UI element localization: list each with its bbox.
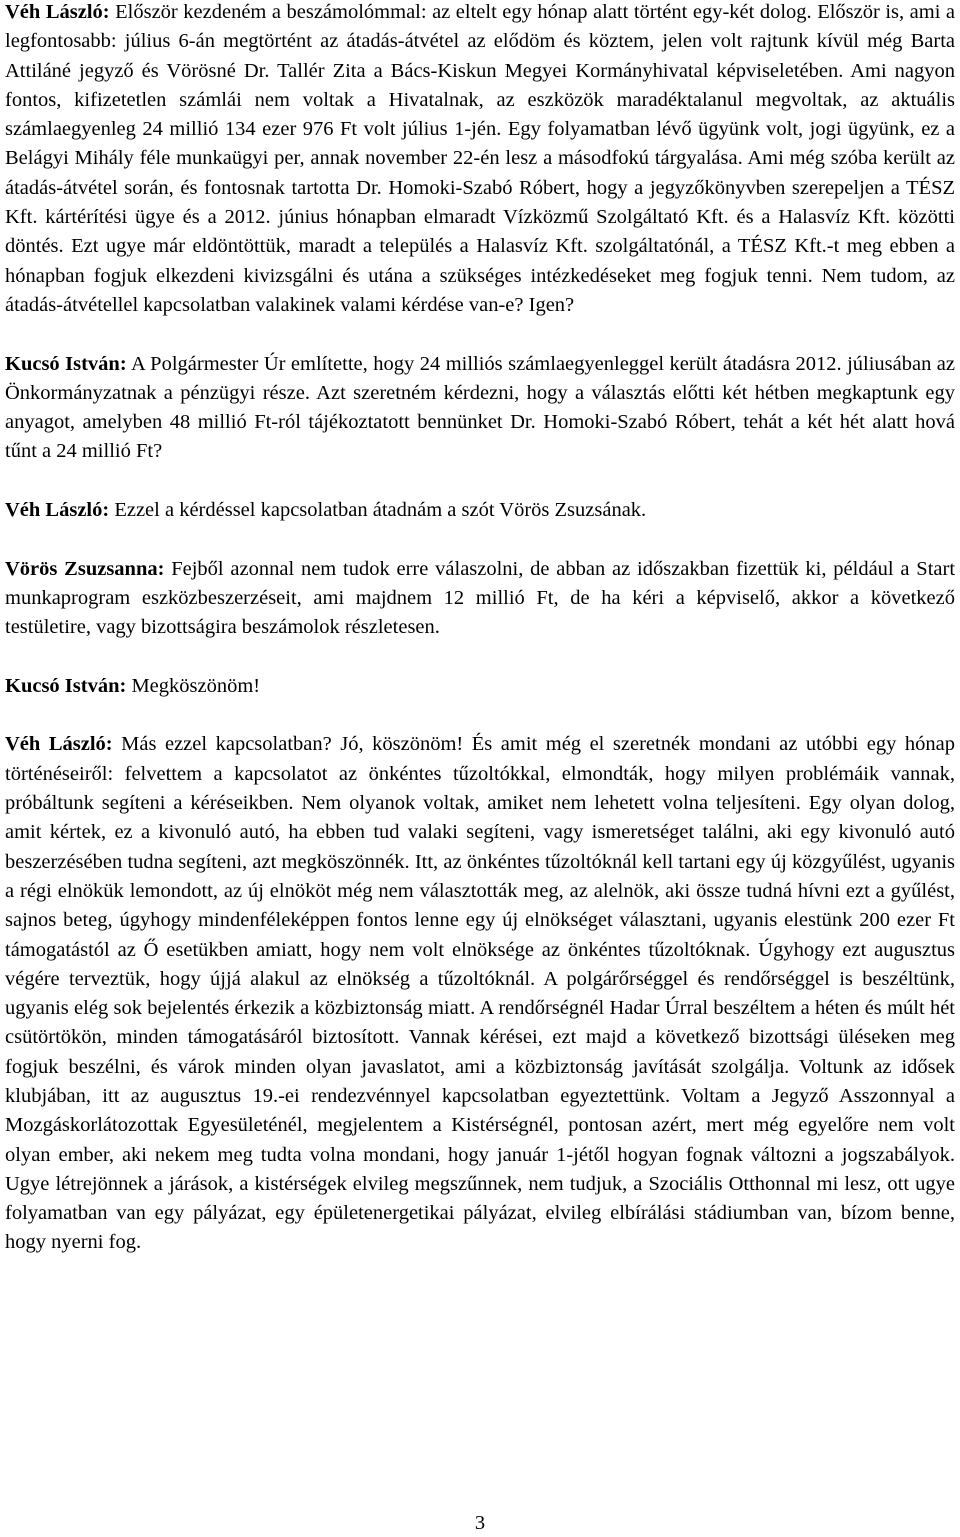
paragraph-4 — [5, 555, 955, 643]
paragraph-text: A Polgármester Úr említette, hogy 24 milliós számlaegyenleggel került átadásra 2012. júliusában az Önkormányzatnak a pénzügyi része. Azt szeretném kérdezni, hogy a választás előtti két hétben megkaptunk egy anyagot, amelyben 48 millió Ft-ról tájékoztatott bennünket Dr. Homoki-Szabó Róbert, tehát a két hét alatt hová tűnt a 24 millió Ft? — [5, 352, 956, 463]
speaker-name: Kucsó István: — [5, 674, 127, 697]
paragraph-text: Fejből azonnal nem tudok erre válaszolni, de abban az időszakban fizettük ki, például a Start munkaprogram eszközbeszerzéseit, ami majdnem 12 millió Ft, de ha kéri a képviselő, akkor a következő testületire, vagy bizottságira beszámolok részletesen. — [5, 557, 956, 639]
paragraph-text: Megköszönöm! — [131, 674, 261, 697]
document-page — [5, 0, 955, 1287]
paragraph-3 — [5, 496, 955, 525]
speaker-name: Véh László: — [5, 1, 110, 23]
speaker-name: Kucsó István: — [5, 352, 127, 375]
page-number: 3 — [474, 1512, 486, 1534]
paragraph-6 — [5, 730, 955, 1257]
paragraph-text: Ezzel a kérdéssel kapcsolatban átadnám a szót Vörös Zsuzsának. — [114, 499, 647, 522]
speaker-name: Véh László: — [5, 733, 113, 756]
paragraph-2 — [5, 350, 955, 467]
paragraph-text: Először kezdeném a beszámolómmal: az eltelt egy hónap alatt történt egy-két dolog. Először is, ami a legfontosabb: július 6-án megtörtént az átadás-átvétel az elődöm és köztem, jelen volt rajtunk kívül még Barta Attiláné jegyző és Vörösné Dr. Tallér Zita a Bács-Kiskun Megyei Kormányhivatal képviseletében. Ami nagyon fontos, kifizetetlen számlái nem voltak a Hivatalnak, az eszközök maradéktalanul megvoltak, az aktuális számlaegyenleg 24 millió 134 ezer 976 Ft volt július 1-jén. Egy folyamatban lévő ügyünk volt, jogi ügyünk, ez a Belágyi Mihály féle munkaügyi per, annak november 22-én lesz a másodfokú tárgyalása. Ami még szóba került az átadás-átvétel során, és fontosnak tartotta Dr. Homoki-Szabó Róbert, hogy a jegyzőkönyvben szerepeljen a TÉSZ Kft. kártérítési ügye és a 2012. június hónapban elmaradt Vízközmű Szolgáltató Kft. és a Halasvíz Kft. közötti döntés. Ezt ugye már eldöntöttük, maradt a település a Halasvíz Kft. szolgáltatónál, a TÉSZ Kft.-t meg ebben a hónapban fogjuk elkezdeni kivizsgálni és utána a szükséges intézkedéseket meg fogjuk tenni. Nem tudom, az átadás-átvétellel kapcsolatban valakinek valami kérdése van-e? Igen? — [5, 1, 956, 316]
speaker-name: Vörös Zsuzsanna: — [5, 557, 165, 580]
paragraph-5 — [5, 672, 955, 701]
paragraph-1 — [5, 0, 955, 320]
speaker-name: Véh László: — [5, 499, 110, 522]
paragraph-text: Más ezzel kapcsolatban? Jó, köszönöm! És amit még el szeretnék mondani az utóbbi egy hónap történéseiről: felvettem a kapcsolatot az önkéntes tűzoltókkal, elmondták, hogy milyen problémáik vannak, próbáltunk segíteni a kéréseikben. Nem olyanok voltak, amiket nem lehetett volna teljesíteni. Egy olyan dolog, amit kértek, ez a kivonuló autó, ha ebben tud valaki segíteni, vagy ismeretséget találni, aki egy kivonuló autó beszerzésében tudna segíteni, azt megköszönnék. Itt, az önkéntes tűzoltóknál kell tartani egy új közgyűlést, ugyanis a régi elnökük lemondott, az új elnököt még nem választották meg, az alelnök, aki össze tudná hívni ezt a gyűlést, sajnos beteg, úgyhogy mindenféleképpen fontos lenne egy új elnökséget választani, ugyanis elestünk 200 ezer Ft támogatástól az Ő esetükben amiatt, hogy nem volt elnöksége az önkéntes tűzoltóknak. Úgyhogy ezt augusztus végére terveztük, hogy újjá alakul az elnökség a tűzoltóknál. A polgárőrséggel és rendőrséggel is beszéltünk, ugyanis elég sok bejelentés érkezik a közbiztonság miatt. A rendőrségnél Hadar Úrral beszéltem a héten és múlt hét csütörtökön, minden támogatásáról biztosított. Vannak kérései, ezt majd a következő bizottsági üléseken meg fogjuk beszélni, és várok minden olyan javaslatot, ami a közbiztonság javítását szolgálja. Voltunk az idősek klubjában, itt az augusztus 19.-ei rendezvénnyel kapcsolatban egyeztettünk. Voltam a Jegyző Asszonnyal a Mozgáskorlátozottak Egyesületénél, megjelentem a Kistérségnél, pontosan azért, mert még egyelőre nem volt olyan ember, aki nekem meg tudta volna mondani, hogy január 1-jétől hogyan fognak változni a jogszabályok. Ugye létrejönnek a járások, a kistérségek elvileg megszűnnek, nem tudjuk, a Szociális Otthonnal mi lesz, ott ugye folyamatban van egy pályázat, egy épületenergetikai pályázat, elvileg elbírálási stádiumban van, bízom benne, hogy nyerni fog. — [5, 733, 955, 1254]
